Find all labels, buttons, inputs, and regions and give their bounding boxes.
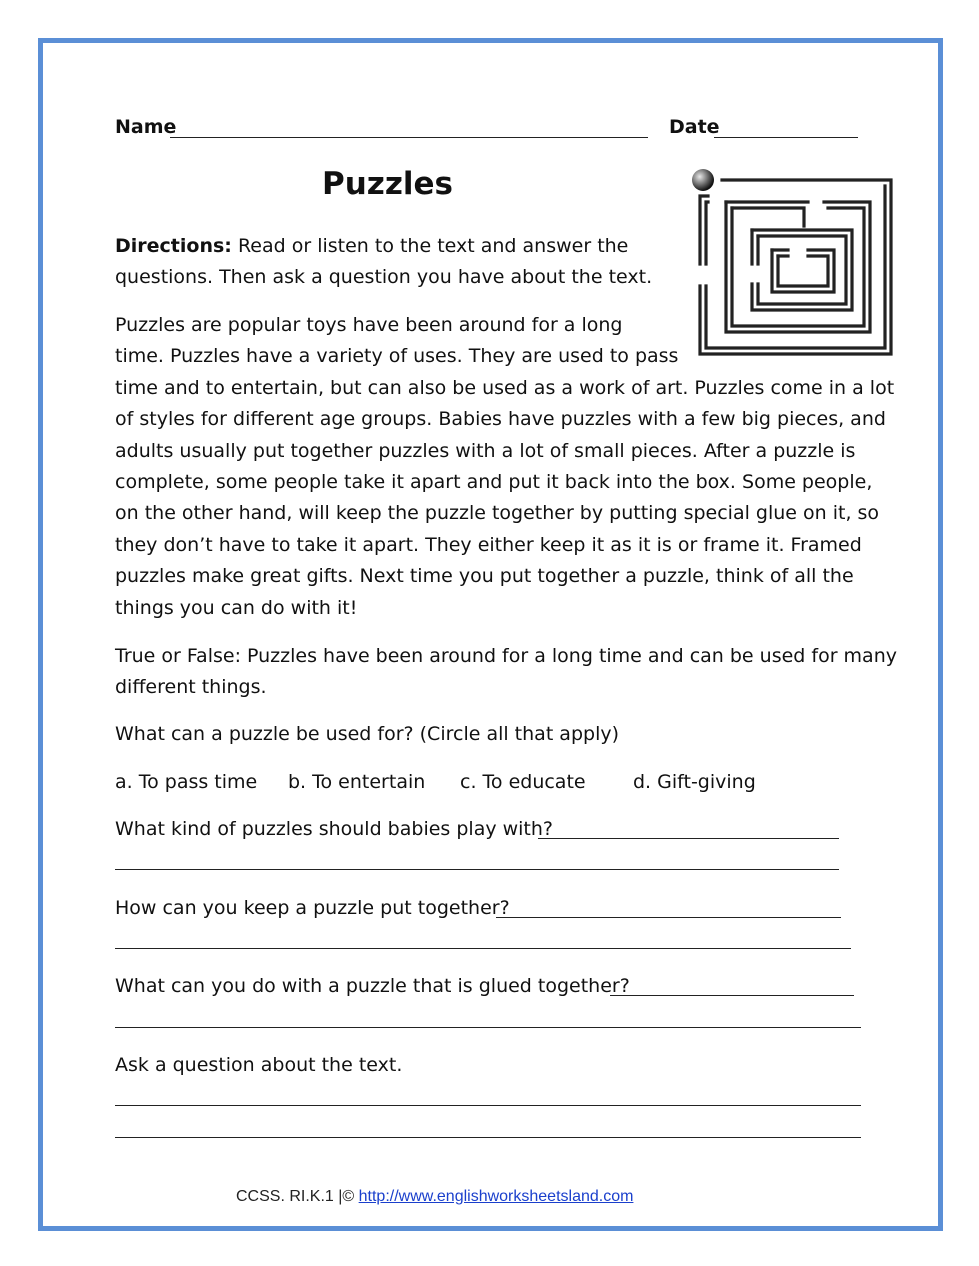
question-babies: What kind of puzzles should babies play with? [115, 818, 554, 840]
answer-line[interactable] [115, 1027, 861, 1028]
true-false-line-2: different things. [115, 676, 267, 699]
option-c[interactable]: c. To educate [460, 771, 586, 793]
answer-line[interactable] [115, 1105, 861, 1106]
answer-line[interactable] [496, 917, 841, 918]
true-false-line-1: True or False: Puzzles have been around for a long time and can be used for many [115, 645, 897, 667]
date-blank[interactable] [714, 137, 858, 138]
page-title: Puzzles [322, 166, 453, 202]
passage-line: time and to entertain, but can also be used as a work of art. Puzzles come in a lot [115, 376, 895, 399]
footer [236, 1188, 633, 1206]
passage-line: on the other hand, will keep the puzzle together by putting special glue on it, so [115, 502, 880, 525]
passage-line: things you can do with it! [115, 596, 358, 619]
option-d[interactable]: d. Gift-giving [633, 771, 756, 793]
passage-line: adults usually put together puzzles with a lot of small pieces. After a puzzle is [115, 439, 856, 462]
answer-line[interactable] [115, 948, 851, 949]
question-glued: What can you do with a puzzle that is glued together? [115, 975, 630, 997]
directions [115, 231, 652, 294]
passage-line: Puzzles are popular toys have been around for a long [115, 314, 623, 336]
directions-text-1: Read or listen to the text and answer the [237, 235, 629, 257]
directions-label: Directions: [115, 235, 232, 257]
option-b[interactable]: b. To entertain [288, 771, 426, 793]
passage-line: complete, some people take it apart and put it back into the box. Some people, [115, 471, 873, 494]
question-keep-together: How can you keep a puzzle put together? [115, 897, 510, 919]
answer-line[interactable] [115, 1137, 861, 1138]
name-label: Name [115, 116, 177, 138]
answer-line[interactable] [115, 869, 839, 870]
directions-text-2: questions. Then ask a question you have about the text. [115, 266, 653, 289]
answer-line[interactable] [538, 838, 839, 839]
passage-line: puzzles make great gifts. Next time you put together a puzzle, think of all the [115, 565, 854, 588]
answer-line[interactable] [610, 995, 854, 996]
passage-line: time. Puzzles have a variety of uses. They are used to pass [115, 345, 679, 368]
true-false-question [115, 641, 897, 704]
circle-question-prompt: What can a puzzle be used for? (Circle all that apply) [115, 723, 620, 745]
passage [115, 310, 894, 624]
passage-line: they don’t have to take it apart. They either keep it as it is or frame it. Framed [115, 533, 862, 556]
footer-standard: CCSS. RI.K.1 |© [236, 1188, 359, 1205]
question-ask: Ask a question about the text. [115, 1054, 403, 1076]
option-a[interactable]: a. To pass time [115, 771, 258, 793]
footer-link[interactable]: http://www.englishworksheetsland.com [358, 1188, 634, 1205]
date-label: Date [669, 116, 720, 138]
name-blank[interactable] [170, 137, 648, 138]
passage-line: of styles for different age groups. Babies have puzzles with a few big pieces, and [115, 408, 886, 431]
maze-ball [692, 169, 714, 191]
